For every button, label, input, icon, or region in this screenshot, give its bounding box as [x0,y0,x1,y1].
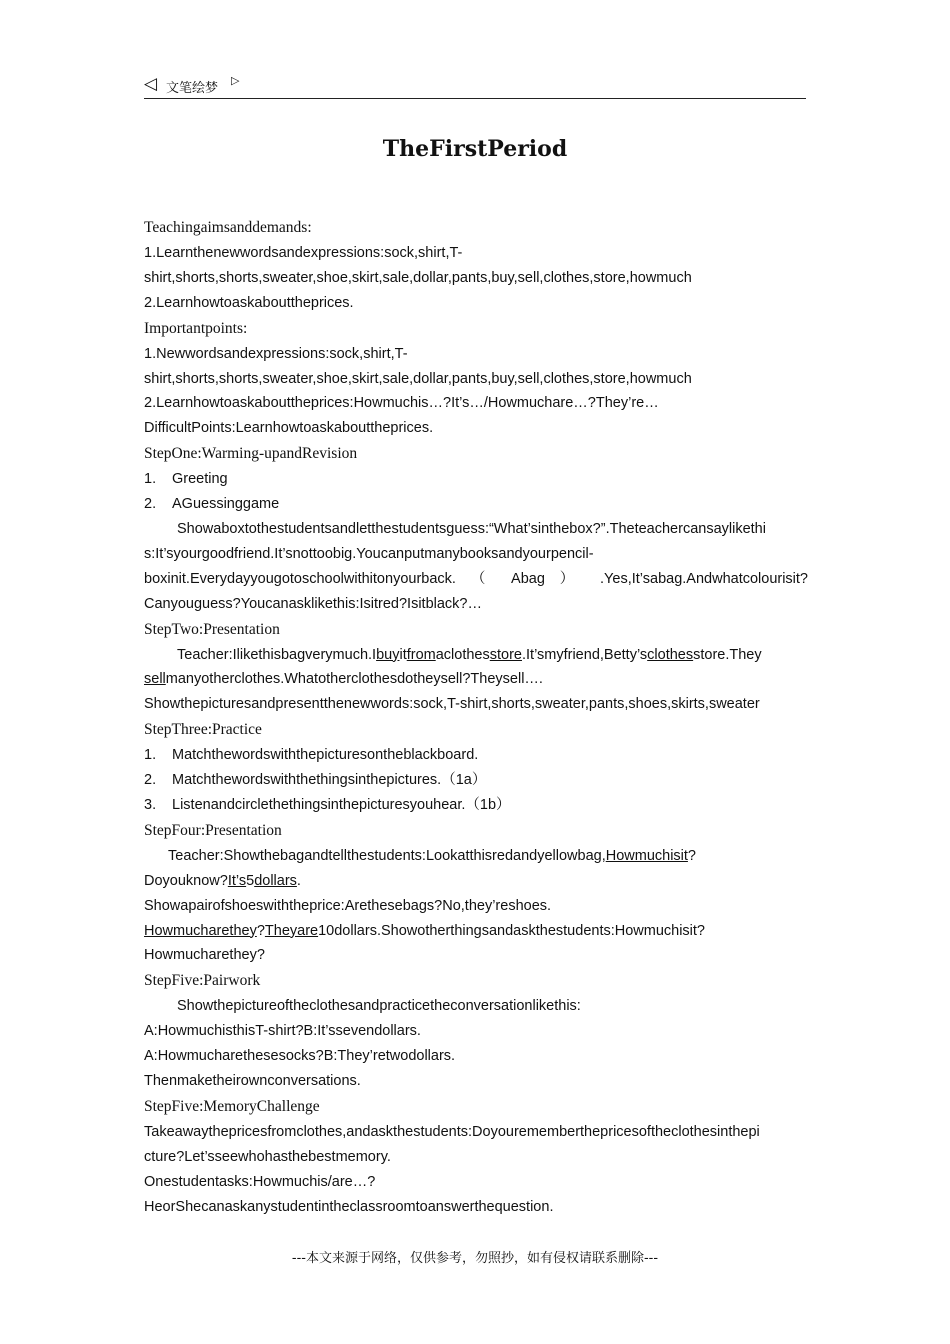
paragraph-line: s:It’syourgoodfriend.It’snottoobig.Youcanputmanybooksandyourpencil- [144,545,594,562]
text-run: manyotherclothes.Whatotherclothesdotheysell?Theysell…. [165,671,543,688]
paragraph-line: Showaboxtothestudentsandletthestudentsguess:“What’sinthebox?”.Theteachercansaylikethi [177,521,766,538]
paragraph-line: shirt,shorts,shorts,sweater,shoe,skirt,sale,dollar,pants,buy,sell,clothes,store,howmuch [144,370,692,387]
paragraph-line: Takeawaythepricesfromclothes,andaskthestudents:Doyourememberthepricesoftheclothesinthepi [144,1123,760,1140]
section-heading: StepFour:Presentation [144,821,282,839]
underlined-word: Howmuchisit [605,847,688,864]
text-run: . [296,872,301,889]
paragraph-line [144,667,808,692]
paragraph-line: 2.Learnhowtoaskabouttheprices:Howmuchis…?It’s…/Howmuchare…?They’re… [144,395,659,412]
underlined-word: buy [376,646,400,663]
section-heading: StepTwo:Presentation [144,620,280,638]
header-brand: 文笔绘梦 [166,81,219,96]
section-heading: StepFive:Pairwork [144,972,261,990]
paragraph-line [144,919,808,944]
text-run: Doyouknow? [144,872,228,889]
paragraph-line: Showthepicturesandpresentthenewwords:sock,T-shirt,shorts,sweater,pants,shoes,skirts,sweater [144,696,760,713]
text-run: ） [559,570,586,587]
left-triangle-icon: ◁ [144,74,158,94]
underlined-word: store [489,646,522,663]
section-heading: Importantpoints: [144,319,248,337]
right-triangle-icon: ▷ [231,74,240,87]
list-text: AGuessinggame [172,496,280,513]
text-run: 10dollars.Showotherthingsandaskthestudents:Howmuchisit? [318,922,706,939]
underlined-word: from [406,646,436,663]
underlined-word: It’s [227,872,247,889]
paragraph-line: shirt,shorts,shorts,sweater,shoe,skirt,sale,dollar,pants,buy,sell,clothes,store,howmuch [144,269,692,286]
section-heading: StepOne:Warming-upandRevision [144,445,358,463]
list-number: 3. [144,797,157,814]
list-number: 1. [144,747,157,764]
paragraph-line: cture?Let’sseewhohasthebestmemory. [144,1148,391,1165]
section-heading: StepThree:Practice [144,721,262,739]
paragraph-line: Thenmaketheirownconversations. [144,1073,361,1090]
paragraph-line [144,869,808,894]
list-number: 2. [144,496,157,513]
underlined-word: dollars [254,872,297,889]
text-run: ? [256,922,265,939]
list-text: Matchthewordswiththethingsinthepictures.（1a） [172,772,487,789]
list-number: 2. [144,772,157,789]
paragraph-line: Showthepictureoftheclothesandpracticetheconversationlikethis: [177,998,581,1015]
document-title: TheFirstPeriod [382,136,568,162]
list-item [144,743,808,768]
paragraph-line: 2.Learnhowtoaskabouttheprices. [144,294,354,311]
text-run: 5 [246,872,255,889]
paragraph-line: Howmucharethey? [144,947,265,964]
list-text: Listenandcirclethethingsinthepicturesyouhear.（1b） [172,797,511,814]
text-run: ? [687,847,696,864]
paragraph-line: DifficultPoints:Learnhowtoaskabouttheprices. [144,420,434,437]
text-run: Abag [511,570,545,587]
text-run: it [399,646,407,663]
text-run: aclothes [435,646,490,663]
paragraph-line: 1.Learnthenewwordsandexpressions:sock,shirt,T- [144,245,463,261]
page-header [144,74,806,99]
text-run: Teacher:Ilikethisbagverymuch.I [177,646,377,663]
paragraph-line: Canyouguess?Youcanasklikethis:Isitred?Isitblack?… [144,595,482,612]
list-number: 1. [144,471,157,488]
section-heading: StepFive:MemoryChallenge [144,1097,320,1115]
paragraph-line: Showapairofshoeswiththeprice:Arethesebags?No,they’reshoes. [144,897,552,914]
underlined-word: Theyare [264,922,319,939]
underlined-word: Howmucharethey [144,922,257,939]
list-text: Greeting [172,471,228,488]
list-item [144,467,808,492]
text-run: boxinit.Everydayyougotoschoolwithitonyourback. [144,570,456,587]
paragraph-line: 1.Newwordsandexpressions:sock,shirt,T- [144,345,408,362]
paragraph-line [144,844,808,869]
text-run: Teacher:Showthebagandtellthestudents:Lookatthisredandyellowbag, [168,847,606,864]
list-text: Matchthewordswiththepicturesontheblackboard. [172,747,479,764]
section-heading: Teachingaimsanddemands: [144,219,312,236]
list-item [144,793,808,818]
page-footer: ---本文来源于网络，仅供参考，勿照抄，如有侵权请联系删除--- [291,1251,659,1266]
paragraph-line: A:Howmucharethesesocks?B:They’retwodollars. [144,1048,456,1065]
document-body [144,215,808,1220]
underlined-word: sell [144,671,166,688]
paragraph-line: Onestudentasks:Howmuchis/are…? [144,1173,376,1190]
list-item [144,768,808,793]
text-run: store.They [693,646,762,663]
text-run: .It’smyfriend,Betty’s [521,646,648,663]
text-run: .Yes,It’sabag.Andwhatcolourisit? [600,570,809,587]
list-item [144,492,808,517]
paragraph-line [144,643,808,668]
underlined-word: clothes [647,646,694,663]
paragraph-line [144,567,808,592]
paragraph-line: HeorShecanaskanystudentintheclassroomtoanswerthequestion. [144,1198,554,1215]
text-run: （ [470,570,497,587]
paragraph-line: A:HowmuchisthisT-shirt?B:It’ssevendollars. [144,1023,421,1040]
